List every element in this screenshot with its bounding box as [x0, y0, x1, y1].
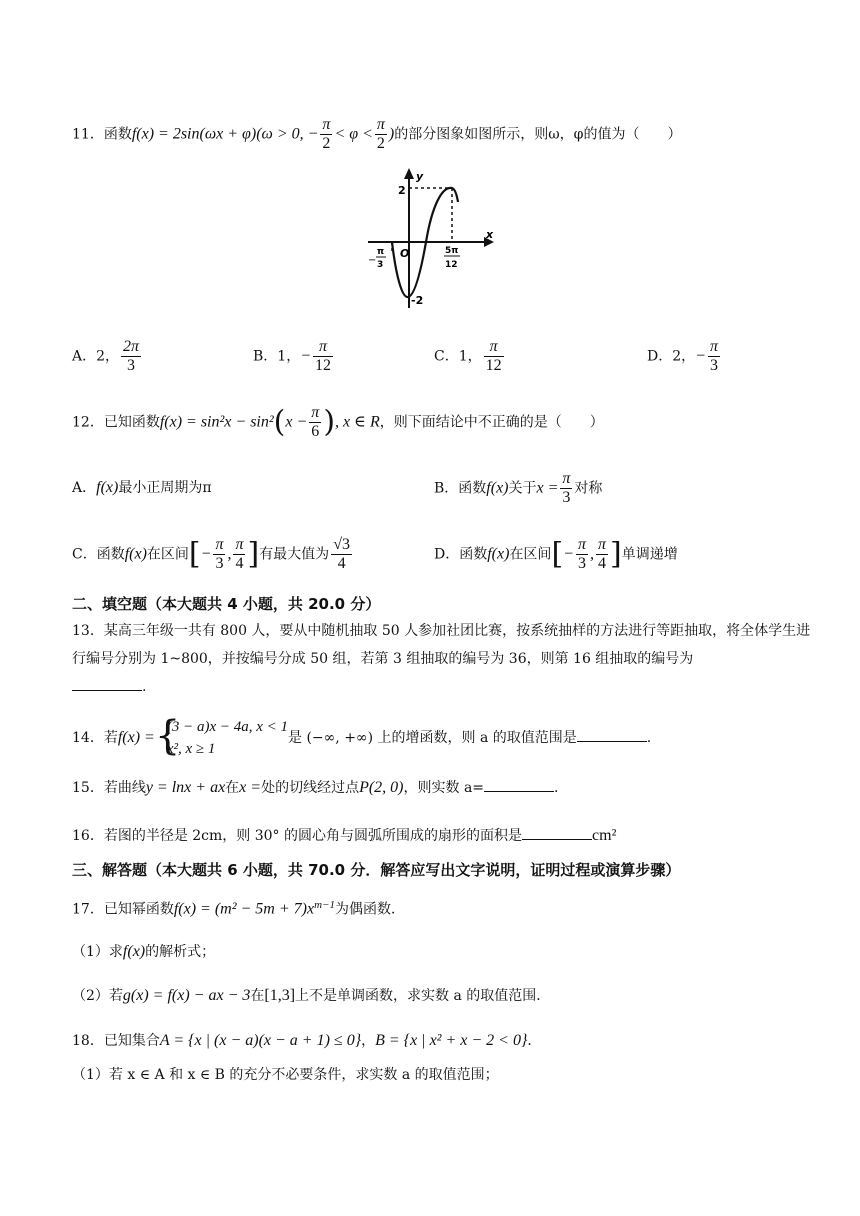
q14-piecewise: { (3 − a)x − 4a, x < 1 x², x ≥ 1	[154, 713, 288, 759]
q11-graph-x-label: x	[486, 228, 494, 241]
q11-graph-x-right-den: 12	[445, 260, 458, 270]
q11-graph-origin: O	[400, 247, 410, 260]
q11-graph-x-right-num: 5π	[445, 246, 459, 256]
q12-option-c[interactable]: C．函数f(x)在区间[− $\frac{\pi}{3}$ , $\frac{\pi}{4}$ ]有最大值为 $\frac{√3}{4}$	[72, 536, 350, 572]
q14: 14．若f(x) = { (3 − a)x − 4a, x < 1 x², x ≥ 1 是 (−∞, +∞) 上的增函数，则 a 的取值范围是 .	[72, 713, 652, 759]
q18-stem: 18．已知集合A = {x | (x − a)(x − a + 1) ≤ 0}，B = {x | x² + x − 2 < 0}．	[72, 1032, 542, 1049]
q11-option-d[interactable]: D．2，− $\frac{\pi}{3}$	[647, 338, 718, 374]
section-2-heading: 二、填空题（本大题共 4 小题，共 20.0 分）	[72, 595, 381, 613]
q11-stem: 11．函数f(x) = 2sin(ωx + φ)(ω > 0, − $\frac{\pi}{2}$ < φ < $\frac{\pi}{2}$ )的部分图象如图所示，则ω，φ的值为（ ）	[72, 116, 682, 152]
q11-frac-pi2-b: $\frac{\pi}{2}$	[376, 116, 385, 152]
q17-part2: （2）若g(x) = f(x) − ax − 3在[1,3]上不是单调函数，求实数 a 的取值范围．	[72, 987, 551, 1004]
q15: 15．若曲线y = lnx + ax在x =处的切线经过点P(2, 0)，则实数 a= .	[72, 779, 559, 796]
q12-option-a[interactable]: A．f(x)最小正周期为π	[72, 479, 212, 496]
q16: 16．若图的半径是 2cm，则 30° 的圆心角与圆弧所围成的扇形的面积是 cm²	[72, 827, 617, 844]
q17-stem: 17．已知幂函数$f(x) = (m^2 - 5m + 7)x^{m-1}$为偶函数．	[72, 899, 405, 918]
q11-graph-y-label: y	[416, 170, 424, 183]
q18-part1: （1）若 x ∈ A 和 x ∈ B 的充分不必要条件，求实数 a 的取值范围；	[72, 1067, 499, 1083]
q11-graph-y-top: 2	[398, 184, 406, 197]
q15-answer-blank[interactable]	[484, 779, 554, 792]
q11-formula: f(x) = 2sin(ωx + φ)(ω > 0, −	[131, 125, 319, 143]
q11-graph-y-bottom: -2	[411, 294, 424, 307]
section-3-heading: 三、解答题（本大题共 6 小题，共 70.0 分．解答应写出文字说明，证明过程或演算步骤）	[72, 861, 681, 879]
q16-answer-blank[interactable]	[522, 827, 592, 840]
q13-answer-blank[interactable]	[72, 678, 142, 691]
q13: 13．某高三年级一共有 800 人，要从中随机抽取 50 人参加社团比赛，按系统抽样的方法进行等距抽取，将全体学生进行编号分别为 1~800，并按编号分成 50 组，若第 3 组抽取的编号为 36，则第 16 组抽取的编号为 .	[72, 623, 811, 695]
q17-part1: （1）求f(x)的解析式；	[72, 943, 216, 960]
q11-frac-pi2-a: $\frac{\pi}{2}$	[322, 116, 331, 152]
q11-option-a[interactable]: A．2， $\frac{2\pi}{3}$	[72, 338, 140, 374]
q11-option-c[interactable]: C．1， $\frac{\pi}{12}$	[434, 338, 502, 374]
q12-option-d[interactable]: D．函数f(x)在区间[− $\frac{\pi}{3}$ , $\frac{\pi}{4}$ ]单调递增	[434, 536, 678, 572]
q14-answer-blank[interactable]	[577, 729, 647, 742]
q11-option-b[interactable]: B．1，− $\frac{\pi}{12}$	[253, 338, 331, 374]
q11-graph-x-left-sign: −	[368, 255, 377, 266]
q11-graph-x-left-num: π	[377, 247, 385, 257]
q11-graph-x-left-den: 3	[377, 260, 384, 270]
q11-graph	[364, 166, 504, 314]
q12-stem: 12．已知函数f(x) = sin²x − sin²(x − $\frac{\pi}{6}$ ), x ∈ R，则下面结论中不正确的是（ ）	[72, 404, 604, 440]
q12-option-b[interactable]: B．函数f(x)关于x = $\frac{\pi}{3}$ 对称	[434, 470, 603, 506]
